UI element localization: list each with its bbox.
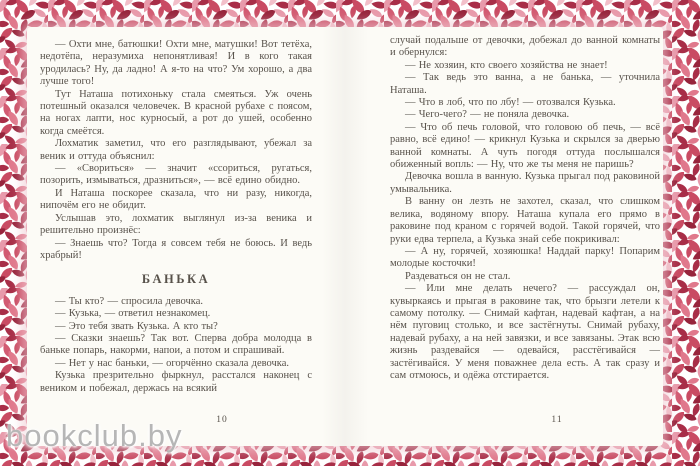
page-number-right: 11 (551, 415, 563, 425)
book-gutter (322, 27, 368, 446)
paragraph: — Ты кто? — спросила девочка. (55, 295, 203, 307)
paragraph: — Что об печь головой, что головою об печь, — всё равно, всё едино! — крикнул Кузька и скрылся за дверью ванной комнаты. А чуть погодя оттуда послышался обиженный вопль: — Ну, что же ты меня не паришь? (390, 121, 660, 171)
paragraph: — Охти мне, батюшки! Охти мне, матушки! Вот тетёха, недотёпа, неразумиха непонятливая! И в кого такая уродилась? Ну, да ладно! А я-то на что? Ум хорошо, а два лучше того! (40, 39, 312, 88)
paragraph: — Кузька, — ответил незнакомец. (55, 308, 211, 320)
page-left-text (40, 39, 312, 395)
paragraph: — Не хозяин, кто своего хозяйства не знает! (405, 59, 608, 71)
paragraph: И Наташа поскорее сказала, что ни разу, никогда, нипочём его не обидит. (40, 187, 312, 212)
paragraph: — Или мне делать нечего? — рассуждал он, кувыркаясь и прыгая в раковине так, что брызги летели к самому потолку. — Снимай кафтан, надевай кафтан, а на нём пуговиц столько, и все застёгнуты. Снимай рубаху, надевай рубаху, а на ней завязки, и все завязаны. Этак всю жизнь раздевайся — одевайся, расстёгивайся — застёгивайся. У меня поважнее дела есть. А так сразу и сам отмоюсь, и одёжа отстирается. (390, 283, 660, 381)
paragraph: — Что в лоб, что по лбу! — отозвался Кузька. (405, 97, 616, 109)
paragraph: Кузька презрительно фыркнул, расстался наконец с веником и побежал, держась на всякий (40, 370, 312, 394)
watermark-bookclub: bookclub.by (6, 418, 183, 453)
paragraph: — Чего-чего? — не поняла девочка. (405, 109, 570, 121)
paragraph: Тут Наташа потихоньку стала смеяться. Уж очень потешный оказался человечек. В красной рубахе с поясом, на ногах лапти, нос курносый, а рот до ушей, особенно когда смеётся. (40, 88, 312, 137)
page-number-left: 10 (216, 415, 228, 425)
paragraph: — Знаешь что? Тогда я совсем тебя не боюсь. И ведь храбрый! (40, 237, 312, 261)
paragraph: — А ну, горячей, хозяюшка! Наддай парку! Попарим молодые косточки! (390, 245, 660, 270)
open-book-spread (27, 27, 663, 446)
paragraph: В ванну он лезть не захотел, сказал, что слишком велика, водяному впору. Наташа купала его прямо в раковине под краном с горячей водой. Такой горячей, что руки едва терпела, а Кузька знай себе покрикивал: (390, 196, 660, 245)
paragraph: Услышав это, лохматик выглянул из-за веника и решительно произнёс: (40, 212, 312, 237)
paragraph: — Сказки знаешь? Так вот. Сперва добра молодца в баньке попарь, накорми, напои, а потом и спрашивай. (40, 332, 312, 357)
paragraph: случай подальше от девочки, добежал до ванной комнаты и обернулся: (390, 35, 660, 59)
chapter-heading: БАНЬКА (141, 272, 211, 287)
paragraph: Девочка вошла в ванную. Кузька прыгал под раковиной умывальника. (390, 171, 660, 195)
paragraph: Раздеваться он не стал. (405, 270, 511, 282)
paragraph: Лохматик заметил, что его разглядывают, убежал за веник и оттуда объяснил: (40, 138, 312, 162)
paragraph: — Нет у нас баньки, — огорчённо сказала девочка. (55, 357, 289, 369)
paragraph: — Так ведь это ванна, а не банька, — уточнила Наташа. (390, 72, 660, 96)
paragraph: — Это тебя звать Кузька. А кто ты? (55, 320, 218, 332)
paragraph: — «Свориться» — значит «ссориться, ругаться, позорить, измываться, дразниться», — всё едино обидно. (40, 163, 312, 187)
page-right-text (390, 35, 660, 382)
